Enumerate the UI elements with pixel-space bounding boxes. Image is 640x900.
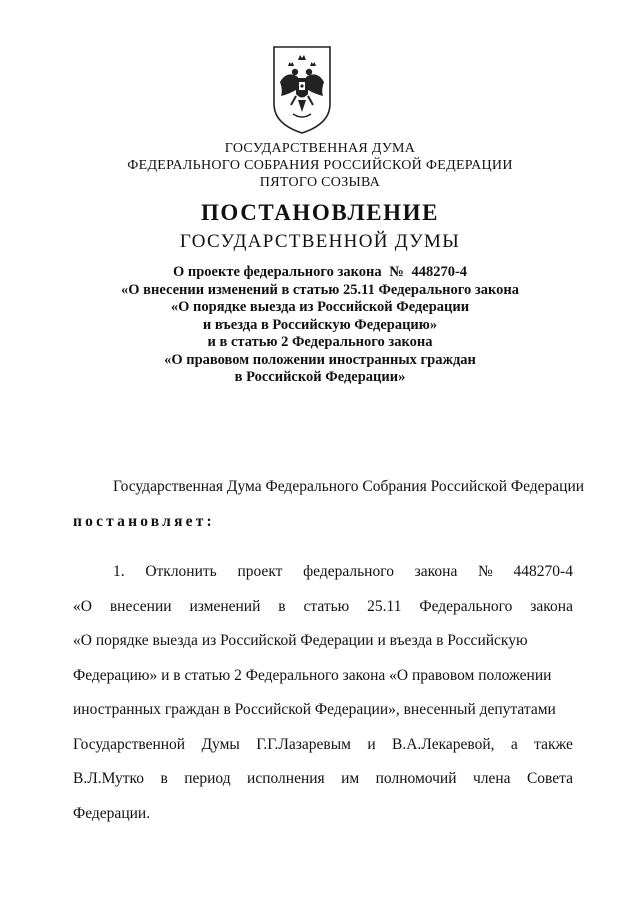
title-line-7: в Российской Федерации» xyxy=(234,369,406,385)
word: 25.11 xyxy=(367,597,402,615)
word: период xyxy=(184,770,231,787)
title-line-6: «О правовом положении иностранных граждан xyxy=(164,351,476,368)
word: проект xyxy=(237,563,283,580)
paragraph-line-3: «О порядке выезда из Российской Федерации и въезда в Российскую xyxy=(73,632,528,649)
word: исполнения xyxy=(247,770,325,787)
title-number: 448270-4 xyxy=(411,264,468,280)
title-line-3: «О порядке выезда из Российской Федерации xyxy=(170,299,470,315)
paragraph-1 xyxy=(73,561,573,837)
word: статью xyxy=(303,597,350,615)
word: Совета xyxy=(526,770,573,787)
issuer-line-3: ПЯТОГО СОЗЫВА xyxy=(259,175,381,190)
document-type: ПОСТАНОВЛЕНИЕ xyxy=(200,200,440,225)
word: Г.Г.Лазаревым xyxy=(256,735,351,753)
word: В.Л.Мутко xyxy=(73,770,145,787)
state-emblem-icon xyxy=(271,44,333,136)
issuer-line-1: ГОСУДАРСТВЕННАЯ ДУМА xyxy=(224,141,416,156)
word: в xyxy=(278,597,286,615)
word: члена xyxy=(472,770,511,787)
title-prefix: О проекте федерального закона xyxy=(172,264,382,280)
word: Думы xyxy=(201,735,240,753)
word: 448270-4 xyxy=(513,563,573,580)
issuer-header xyxy=(0,140,640,191)
word: в xyxy=(160,770,168,787)
title-line-1 xyxy=(0,264,640,282)
word: внесении xyxy=(109,597,172,615)
word: а xyxy=(510,735,518,753)
title-number-sign: № xyxy=(389,264,404,280)
word: закона xyxy=(414,563,458,580)
word: изменений xyxy=(189,597,261,615)
issuer-line-2: ФЕДЕРАЛЬНОГО СОБРАНИЯ РОССИЙСКОЙ ФЕДЕРАЦИИ xyxy=(127,158,513,173)
word: № xyxy=(478,563,493,580)
document-title xyxy=(0,264,640,387)
title-line-4: и въезда в Российскую Федерацию» xyxy=(202,316,438,333)
word: 1. xyxy=(113,563,125,580)
title-line-2: «О внесении изменений в статью 25.11 Федерального закона xyxy=(121,281,519,298)
paragraph-line-7 xyxy=(73,768,573,803)
word: полномочий xyxy=(375,770,457,787)
paragraph-line-4: Федерацию» и в статью 2 Федерального закона «О правовом положении xyxy=(73,666,552,684)
word: В.А.Лекаревой, xyxy=(392,735,495,753)
paragraph-line-6 xyxy=(73,734,573,769)
paragraph-line-8: Федерации. xyxy=(73,804,151,822)
document-subtype: ГОСУДАРСТВЕННОЙ ДУМЫ xyxy=(179,231,461,252)
resolves-keyword: постановляет: xyxy=(73,513,215,530)
word: и xyxy=(367,735,376,753)
word: также xyxy=(534,735,573,753)
preamble-text: Государственная Дума Федерального Собрания Российской Федерации xyxy=(113,478,585,495)
word: Государственной xyxy=(73,735,186,753)
word: им xyxy=(341,770,360,787)
paragraph-line-5: иностранных граждан в Российской Федерации», внесенный депутатами xyxy=(73,701,556,718)
word: Отклонить xyxy=(145,563,217,580)
paragraph-line-1 xyxy=(73,561,573,596)
paragraph-line-2 xyxy=(73,596,573,631)
word: закона xyxy=(530,597,573,615)
title-line-5: и в статью 2 Федерального закона xyxy=(207,334,433,350)
word: федерального xyxy=(303,563,394,580)
word: Федерального xyxy=(419,597,513,615)
word: «О xyxy=(73,597,92,615)
